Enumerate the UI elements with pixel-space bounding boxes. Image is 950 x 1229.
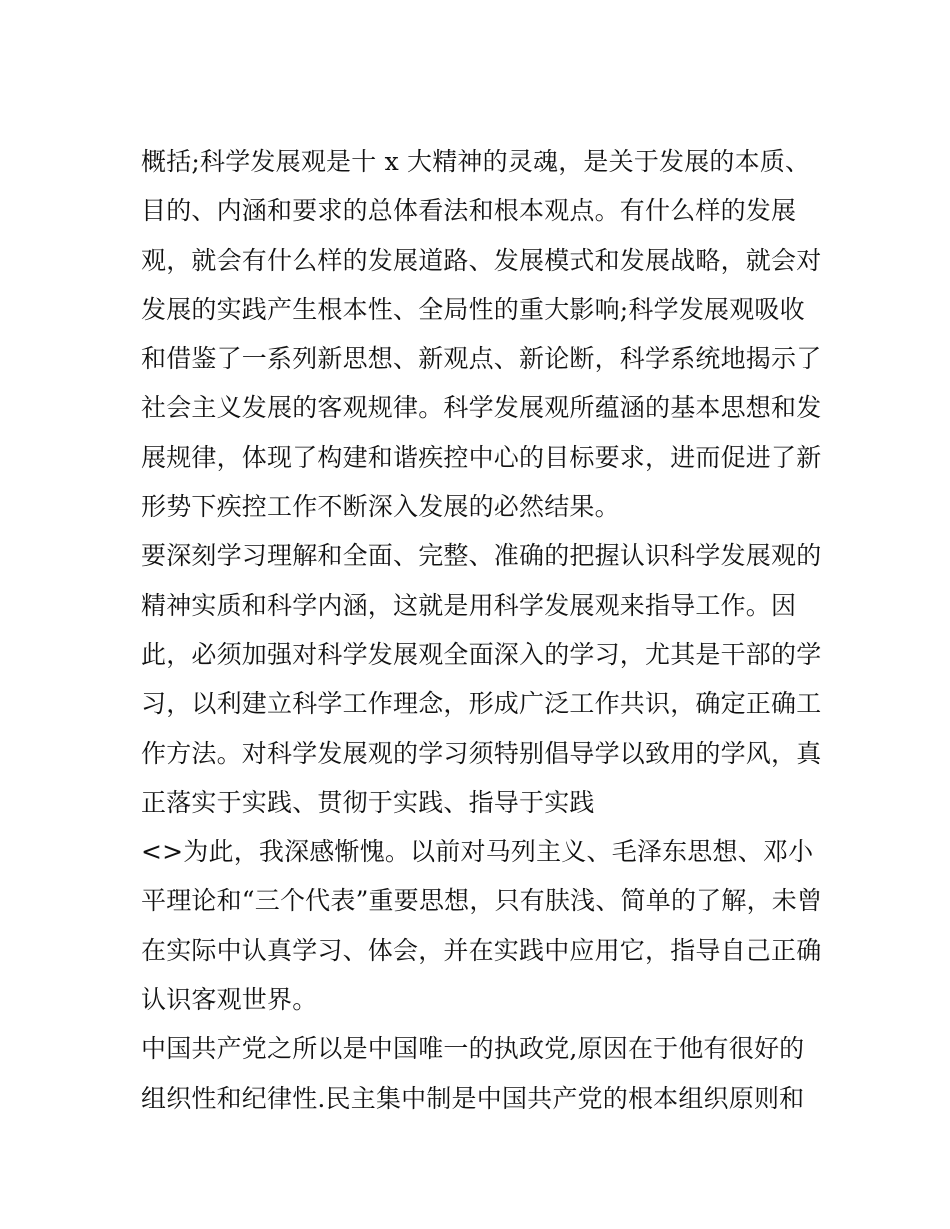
text-line: <>为此，我深感惭愧。以前对马列主义、毛泽东思想、邓小 (141, 837, 814, 867)
text-line: 要深刻学习理解和全面、完整、准确的把握认识科学发展观的 (141, 541, 822, 571)
text-line: 精神实质和科学内涵，这就是用科学发展观来指导工作。因 (141, 590, 797, 620)
text-line: 概括;科学发展观是十 x 大精神的灵魂，是关于发展的本质、 (141, 147, 811, 176)
text-line: 形势下疾控工作不断深入发展的必然结果。 (141, 492, 620, 522)
paragraph-4 (141, 1024, 821, 1123)
text-line: 平理论和“三个代表”重要思想，只有肤浅、简单的了解，未曾 (141, 886, 823, 916)
text-line: 社会主义发展的客观规律。科学发展观所蕴涵的基本思想和发 (141, 393, 822, 423)
text-line: 正落实于实践、贯彻于实践、指导于实践 (141, 787, 595, 817)
text-line: 在实际中认真学习、体会，并在实践中应用它，指导自己正确 (141, 935, 822, 965)
text-line: 此，必须加强对科学发展观全面深入的学习，尤其是干部的学 (141, 639, 822, 669)
text-line: 中国共产党之所以是中国唯一的执政党,原因在于他有很好的 (141, 1034, 805, 1064)
text-line: 观，就会有什么样的发展道路、发展模式和发展战略，就会对 (141, 245, 822, 275)
text-line: 作方法。对科学发展观的学习须特别倡导学以致用的学风，真 (141, 738, 822, 768)
text-line: 发展的实践产生根本性、全局性的重大影响;科学发展观吸收 (141, 294, 805, 324)
text-line: 习，以利建立科学工作理念，形成广泛工作共识，确定正确工 (141, 689, 822, 719)
paragraph-2 (141, 531, 821, 827)
paragraph-1 (141, 137, 821, 531)
text-line: 和借鉴了一系列新思想、新观点、新论断，科学系统地揭示了 (141, 344, 822, 374)
text-line: 展规律，体现了构建和谐疾控中心的目标要求，进而促进了新 (141, 442, 822, 472)
paragraph-3 (141, 827, 821, 1024)
document-page (141, 137, 821, 1123)
text-line: 组织性和纪律性.民主集中制是中国共产党的根本组织原则和 (141, 1083, 805, 1113)
text-line: 目的、内涵和要求的总体看法和根本观点。有什么样的发展 (141, 196, 797, 226)
text-line: 认识客观世界。 (141, 985, 318, 1015)
